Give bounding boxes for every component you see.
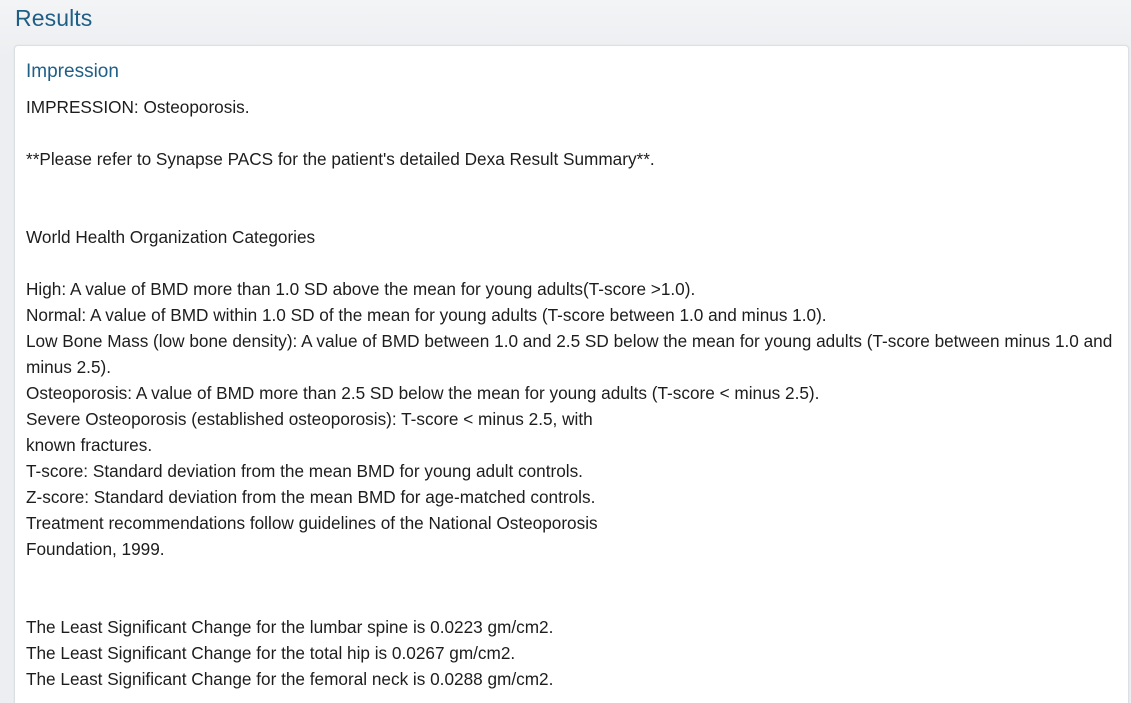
blank-line bbox=[26, 198, 1121, 224]
blank-line bbox=[26, 250, 1121, 276]
report-line: Normal: A value of BMD within 1.0 SD of the mean for young adults (T-score between 1.0 and minus 1.0). bbox=[26, 305, 827, 325]
report-line: The Least Significant Change for the femoral neck is 0.0288 gm/cm2. bbox=[26, 669, 554, 689]
blank-line bbox=[26, 172, 1121, 198]
blank-line bbox=[26, 120, 1121, 146]
blank-line bbox=[26, 588, 1121, 614]
report-line: The Least Significant Change for the total hip is 0.0267 gm/cm2. bbox=[26, 643, 516, 663]
report-line: IMPRESSION: Osteoporosis. bbox=[26, 97, 250, 117]
report-line: Low Bone Mass (low bone density): A value of BMD between 1.0 and 2.5 SD below the mean for young adults (T-score between minus 1.0 and minus 2.5). bbox=[26, 331, 1118, 377]
report-line: World Health Organization Categories bbox=[26, 227, 316, 247]
report-line: known fractures. bbox=[26, 435, 153, 455]
report-line: Foundation, 1999. bbox=[26, 539, 165, 559]
report-line: Osteoporosis: A value of BMD more than 2.5 SD below the mean for young adults (T-score < minus 2.5). bbox=[26, 383, 820, 403]
report-line: High: A value of BMD more than 1.0 SD above the mean for young adults(T-score >1.0). bbox=[26, 279, 696, 299]
impression-report-text bbox=[26, 94, 1121, 692]
report-line: **Please refer to Synapse PACS for the patient's detailed Dexa Result Summary**. bbox=[26, 149, 655, 169]
report-line: T-score: Standard deviation from the mean BMD for young adult controls. bbox=[26, 461, 583, 481]
report-line: Treatment recommendations follow guidelines of the National Osteoporosis bbox=[26, 513, 598, 533]
impression-card bbox=[14, 45, 1129, 703]
blank-line bbox=[26, 562, 1121, 588]
report-line: Severe Osteoporosis (established osteoporosis): T-score < minus 2.5, with bbox=[26, 409, 593, 429]
results-section-title: Results bbox=[15, 5, 93, 31]
impression-heading: Impression bbox=[26, 61, 119, 82]
report-line: Z-score: Standard deviation from the mean BMD for age-matched controls. bbox=[26, 487, 596, 507]
report-line: The Least Significant Change for the lumbar spine is 0.0223 gm/cm2. bbox=[26, 617, 554, 637]
